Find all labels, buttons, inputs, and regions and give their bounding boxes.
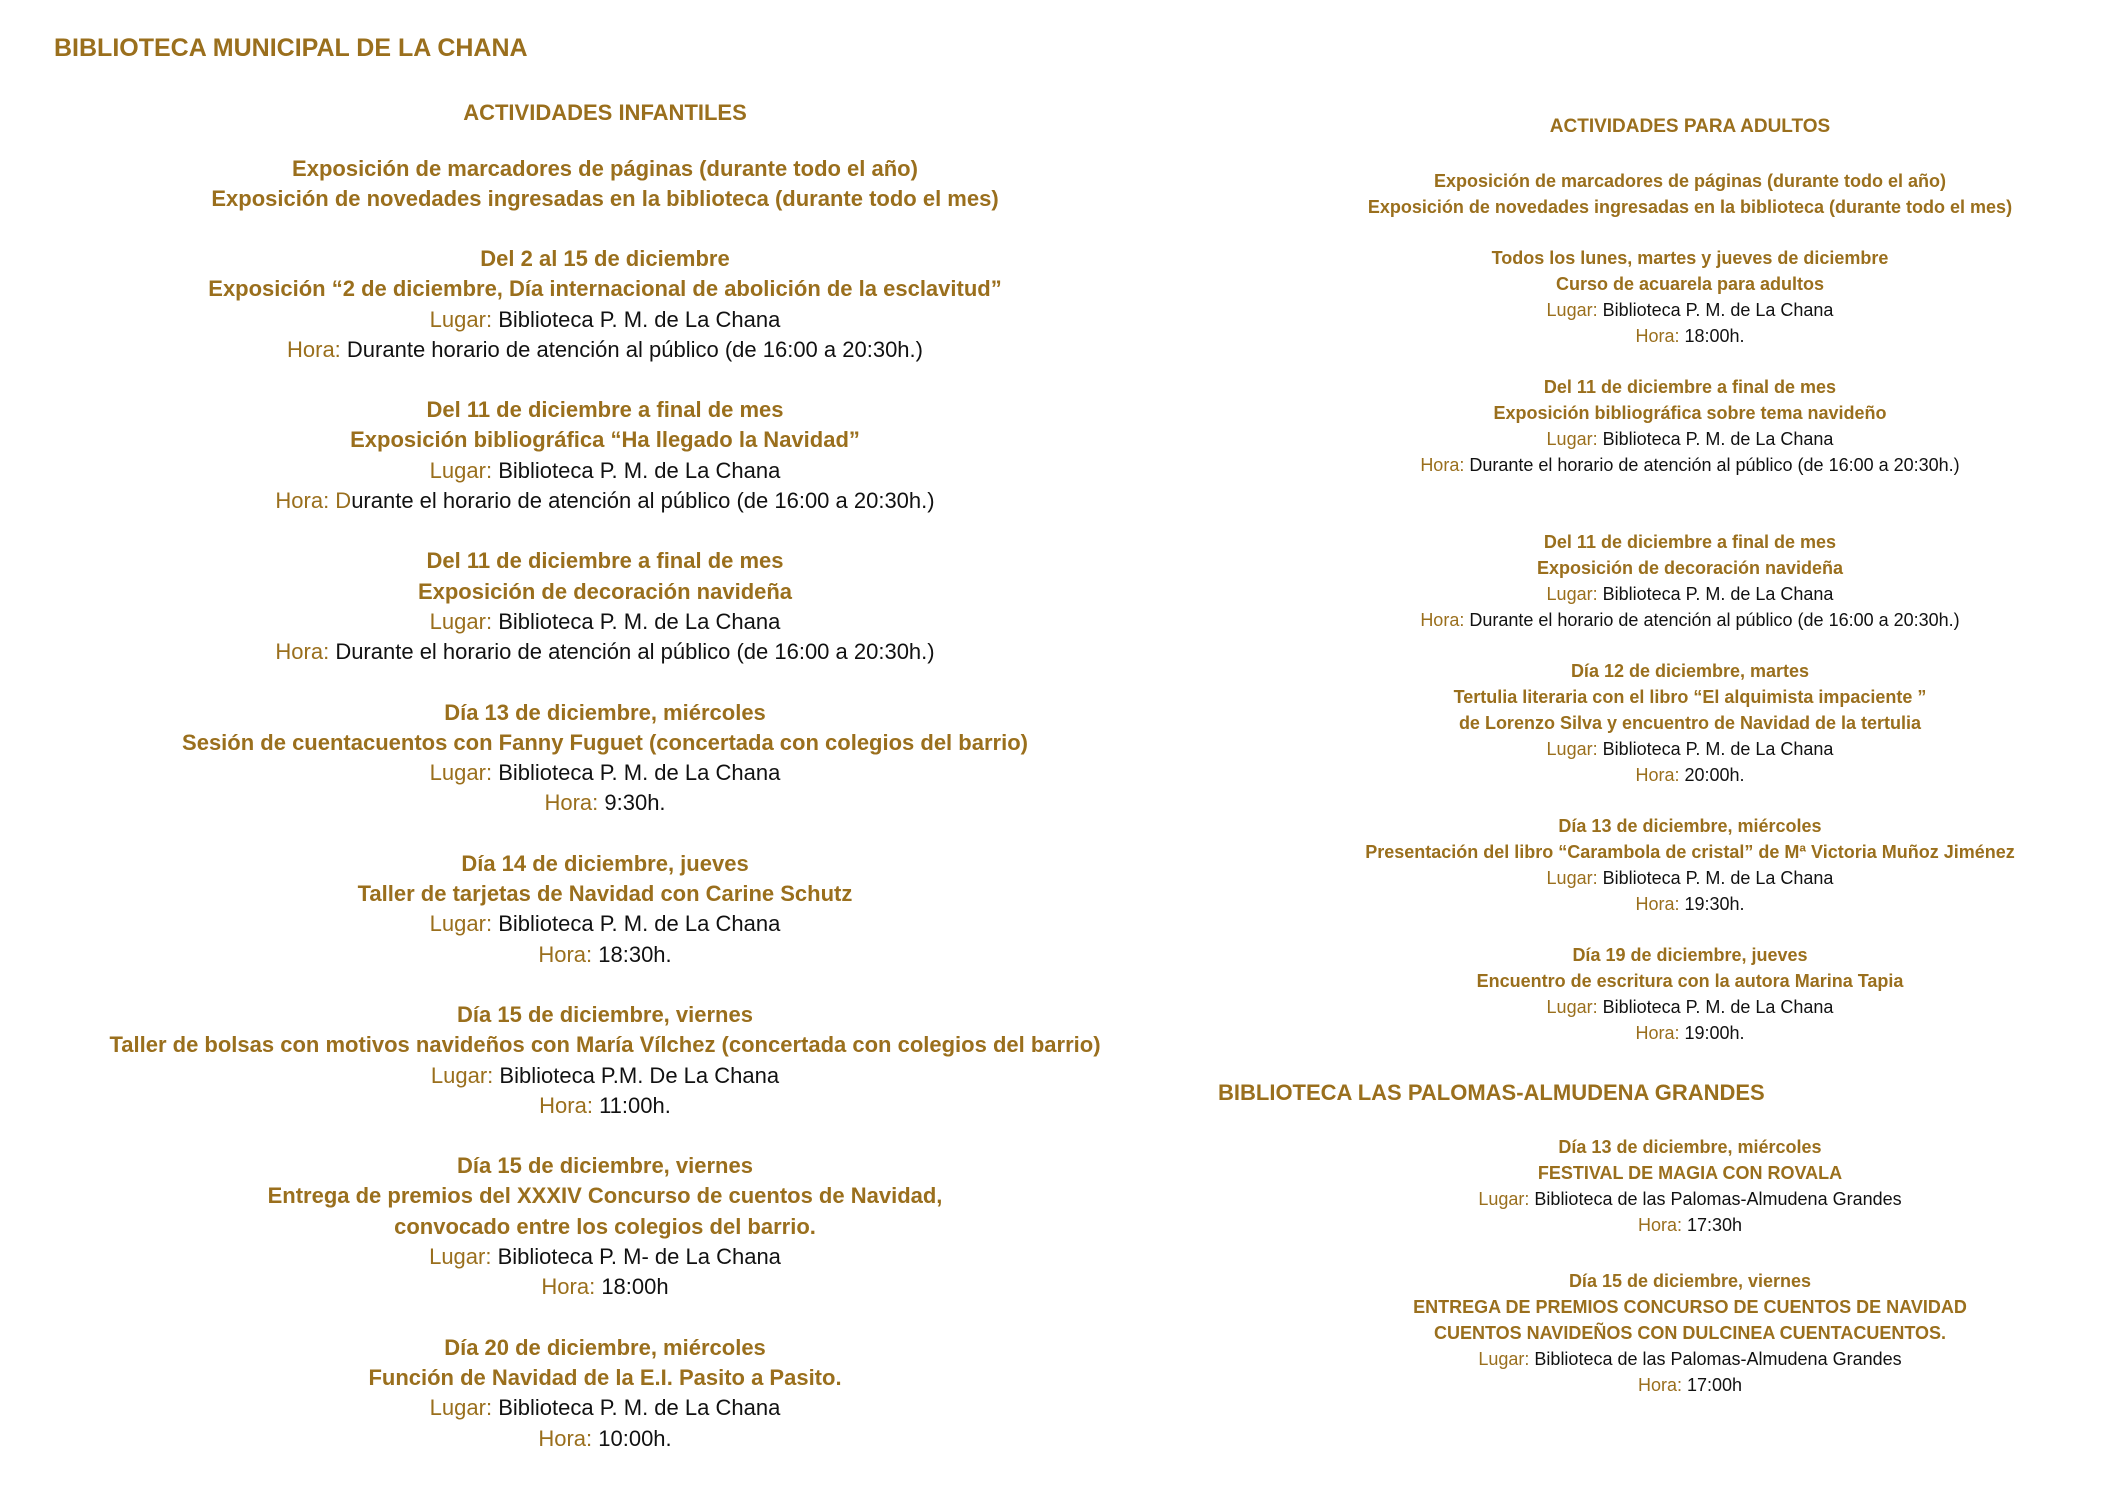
time-label: Hora: (1420, 455, 1465, 475)
time-label: Hora: (1420, 610, 1465, 630)
time-label: Hora: (275, 639, 330, 665)
place-label: Lugar: (1478, 1189, 1530, 1209)
event-place: Biblioteca P. M. de La Chana (1602, 429, 1834, 449)
event-place: Biblioteca P. M. de La Chana (1602, 300, 1834, 320)
time-label: Hora: (1637, 1375, 1682, 1395)
place-label: Lugar: (1546, 429, 1598, 449)
place-label: Lugar: (429, 306, 493, 332)
event-block (1300, 1134, 2080, 1238)
event-time: Durante horario de atención al público (de 16:00 a 20:30h.) (346, 336, 923, 362)
event-date: Día 14 de diciembre, jueves (461, 850, 749, 876)
time-label: Hora: (287, 336, 341, 362)
event-block (60, 1151, 1150, 1302)
event-title: Exposición bibliográfica sobre tema navideño (1493, 403, 1887, 423)
event-block (1300, 1268, 2080, 1398)
time-label: Hora: (1635, 326, 1680, 346)
event-place: Biblioteca de las Palomas-Almudena Grandes (1534, 1349, 1902, 1369)
event-place: Biblioteca P. M- de La Chana (497, 1244, 781, 1270)
event-place: Biblioteca P. M. de La Chana (498, 1395, 781, 1421)
event-title-continued: de Lorenzo Silva y encuentro de Navidad de la tertulia (1458, 713, 1922, 733)
event-block (60, 395, 1150, 516)
place-label: Lugar: (429, 911, 493, 937)
event-time: Durante el horario de atención al público (de 16:00 a 20:30h.) (1469, 610, 1960, 630)
event-date: Día 13 de diciembre, miércoles (444, 699, 766, 725)
place-label: Lugar: (1546, 868, 1598, 888)
event-time: Durante el horario de atención al público (de 16:00 a 20:30h.) (1469, 455, 1960, 475)
event-time: 19:00h. (1684, 1023, 1745, 1043)
event-time: 19:30h. (1684, 894, 1745, 914)
event-time: 11:00h. (599, 1092, 671, 1118)
event-date: Del 11 de diciembre a final de mes (1543, 532, 1837, 552)
event-time: 17:00h (1686, 1375, 1743, 1395)
event-date: Día 13 de diciembre, miércoles (1558, 816, 1822, 836)
event-block (1300, 529, 2080, 633)
event-title: FESTIVAL DE MAGIA CON ROVALA (1537, 1163, 1843, 1183)
event-title-continued: convocado entre los colegios del barrio. (394, 1213, 816, 1239)
event-date: Del 11 de diciembre a final de mes (426, 548, 784, 574)
time-label: Hora: (544, 790, 599, 816)
event-place: Biblioteca P. M. de La Chana (498, 457, 781, 483)
section-title-adultos: ACTIVIDADES PARA ADULTOS (1549, 116, 1831, 137)
event-time: 18:30h. (598, 941, 672, 967)
event-block (1300, 658, 2080, 788)
event-title: ENTREGA DE PREMIOS CONCURSO DE CUENTOS DE NAVIDAD (1413, 1297, 1967, 1317)
section-title-infantiles: ACTIVIDADES INFANTILES (463, 100, 747, 125)
event-place: Biblioteca P. M. de La Chana (498, 911, 781, 937)
time-label: Hora: (539, 1092, 593, 1118)
event-block (60, 244, 1150, 365)
time-label: Hora: (1635, 765, 1680, 785)
event-block (60, 546, 1150, 667)
event-time: urante el horario de atención al público (de 16:00 a 20:30h.) (351, 488, 935, 514)
place-label: Lugar: (430, 1062, 494, 1088)
place-label: Lugar: (1546, 300, 1598, 320)
event-place: Biblioteca P. M. de La Chana (1602, 997, 1834, 1017)
adult-activities-column (1300, 116, 2080, 1046)
place-label: Lugar: (429, 1395, 493, 1421)
event-time: 10:00h. (598, 1425, 672, 1451)
event-place: Biblioteca P. M. de La Chana (1602, 739, 1834, 759)
event-date: Día 15 de diciembre, viernes (1568, 1271, 1812, 1291)
event-title: Sesión de cuentacuentos con Fanny Fuguet (concertada con colegios del barrio) (182, 729, 1028, 755)
event-date: Día 13 de diciembre, miércoles (1558, 1137, 1822, 1157)
event-title: Tertulia literaria con el libro “El alquimista impaciente ” (1453, 687, 1927, 707)
place-label: Lugar: (429, 1244, 492, 1270)
event-date: Todos los lunes, martes y jueves de diciembre (1491, 248, 1889, 268)
place-label: Lugar: (429, 608, 493, 634)
palomas-activities-column (1300, 1134, 2080, 1398)
place-label: Lugar: (1546, 997, 1598, 1017)
event-time: 18:00h. (1684, 326, 1745, 346)
event-date: Del 11 de diciembre a final de mes (426, 397, 784, 423)
event-block (1300, 813, 2080, 917)
time-label: Hora: D (275, 488, 352, 514)
event-date: Día 15 de diciembre, viernes (457, 1153, 753, 1179)
event-block (60, 1333, 1150, 1454)
general-exhibition: Exposición de novedades ingresadas en la biblioteca (durante todo el mes) (1367, 197, 2013, 217)
event-time: Durante el horario de atención al público (de 16:00 a 20:30h.) (335, 639, 935, 665)
event-title: Curso de acuarela para adultos (1555, 274, 1825, 294)
event-title: Presentación del libro “Carambola de cristal” de Mª Victoria Muñoz Jiménez (1365, 842, 2015, 862)
time-label: Hora: (1635, 894, 1680, 914)
event-date: Día 12 de diciembre, martes (1570, 661, 1810, 681)
palomas-section-title: BIBLIOTECA LAS PALOMAS-ALMUDENA GRANDES (1218, 1080, 1765, 1105)
event-block (60, 698, 1150, 819)
time-label: Hora: (541, 1274, 596, 1300)
event-title: Encuentro de escritura con la autora Marina Tapia (1476, 971, 1904, 991)
page-title: BIBLIOTECA MUNICIPAL DE LA CHANA (54, 34, 528, 62)
event-title-continued: CUENTOS NAVIDEÑOS CON DULCINEA CUENTACUENTOS. (1433, 1323, 1947, 1343)
place-label: Lugar: (429, 760, 493, 786)
event-date: Día 20 de diciembre, miércoles (444, 1334, 766, 1360)
event-place: Biblioteca de las Palomas-Almudena Grandes (1534, 1189, 1902, 1209)
event-block (1300, 374, 2080, 478)
event-place: Biblioteca P. M. de La Chana (498, 760, 781, 786)
event-place: Biblioteca P. M. de La Chana (1602, 868, 1834, 888)
place-label: Lugar: (1478, 1349, 1530, 1369)
place-label: Lugar: (1546, 739, 1598, 759)
event-date: Del 2 al 15 de diciembre (480, 246, 730, 271)
general-exhibition: Exposición de marcadores de páginas (durante todo el año) (292, 156, 918, 181)
event-date: Día 15 de diciembre, viernes (457, 1001, 753, 1027)
event-title: Exposición de decoración navideña (417, 578, 793, 604)
event-title: Taller de bolsas con motivos navideños con María Vílchez (concertada con colegios del barrio) (109, 1032, 1101, 1058)
event-title: Exposición de decoración navideña (1536, 558, 1844, 578)
event-block (60, 849, 1150, 970)
time-label: Hora: (538, 941, 593, 967)
place-label: Lugar: (429, 457, 493, 483)
event-block (60, 1000, 1150, 1121)
event-block (1300, 245, 2080, 349)
event-date: Del 11 de diciembre a final de mes (1543, 377, 1837, 397)
event-title: Exposición bibliográfica “Ha llegado la Navidad” (350, 427, 860, 453)
event-place: Biblioteca P. M. de La Chana (1602, 584, 1834, 604)
event-place: Biblioteca P. M. de La Chana (498, 608, 781, 634)
event-time: 9:30h. (604, 790, 666, 816)
event-time: 20:00h. (1684, 765, 1745, 785)
event-place: Biblioteca P. M. de La Chana (498, 306, 781, 332)
event-place: Biblioteca P.M. De La Chana (499, 1062, 780, 1088)
event-title: Función de Navidad de la E.I. Pasito a Pasito. (368, 1364, 842, 1390)
general-exhibition: Exposición de marcadores de páginas (durante todo el año) (1433, 171, 1947, 191)
event-title: Exposición “2 de diciembre, Día internacional de abolición de la esclavitud” (208, 276, 1002, 302)
event-time: 17:30h (1686, 1215, 1743, 1235)
time-label: Hora: (1637, 1215, 1682, 1235)
event-time: 18:00h (601, 1274, 669, 1300)
time-label: Hora: (538, 1425, 593, 1451)
place-label: Lugar: (1546, 584, 1598, 604)
general-exhibition: Exposición de novedades ingresadas en la biblioteca (durante todo el mes) (211, 186, 999, 211)
event-block (1300, 942, 2080, 1046)
event-title: Taller de tarjetas de Navidad con Carine Schutz (357, 881, 853, 907)
event-date: Día 19 de diciembre, jueves (1572, 945, 1808, 965)
event-title: Entrega de premios del XXXIV Concurso de cuentos de Navidad, (267, 1183, 943, 1209)
children-activities-column (60, 100, 1150, 1454)
time-label: Hora: (1635, 1023, 1680, 1043)
